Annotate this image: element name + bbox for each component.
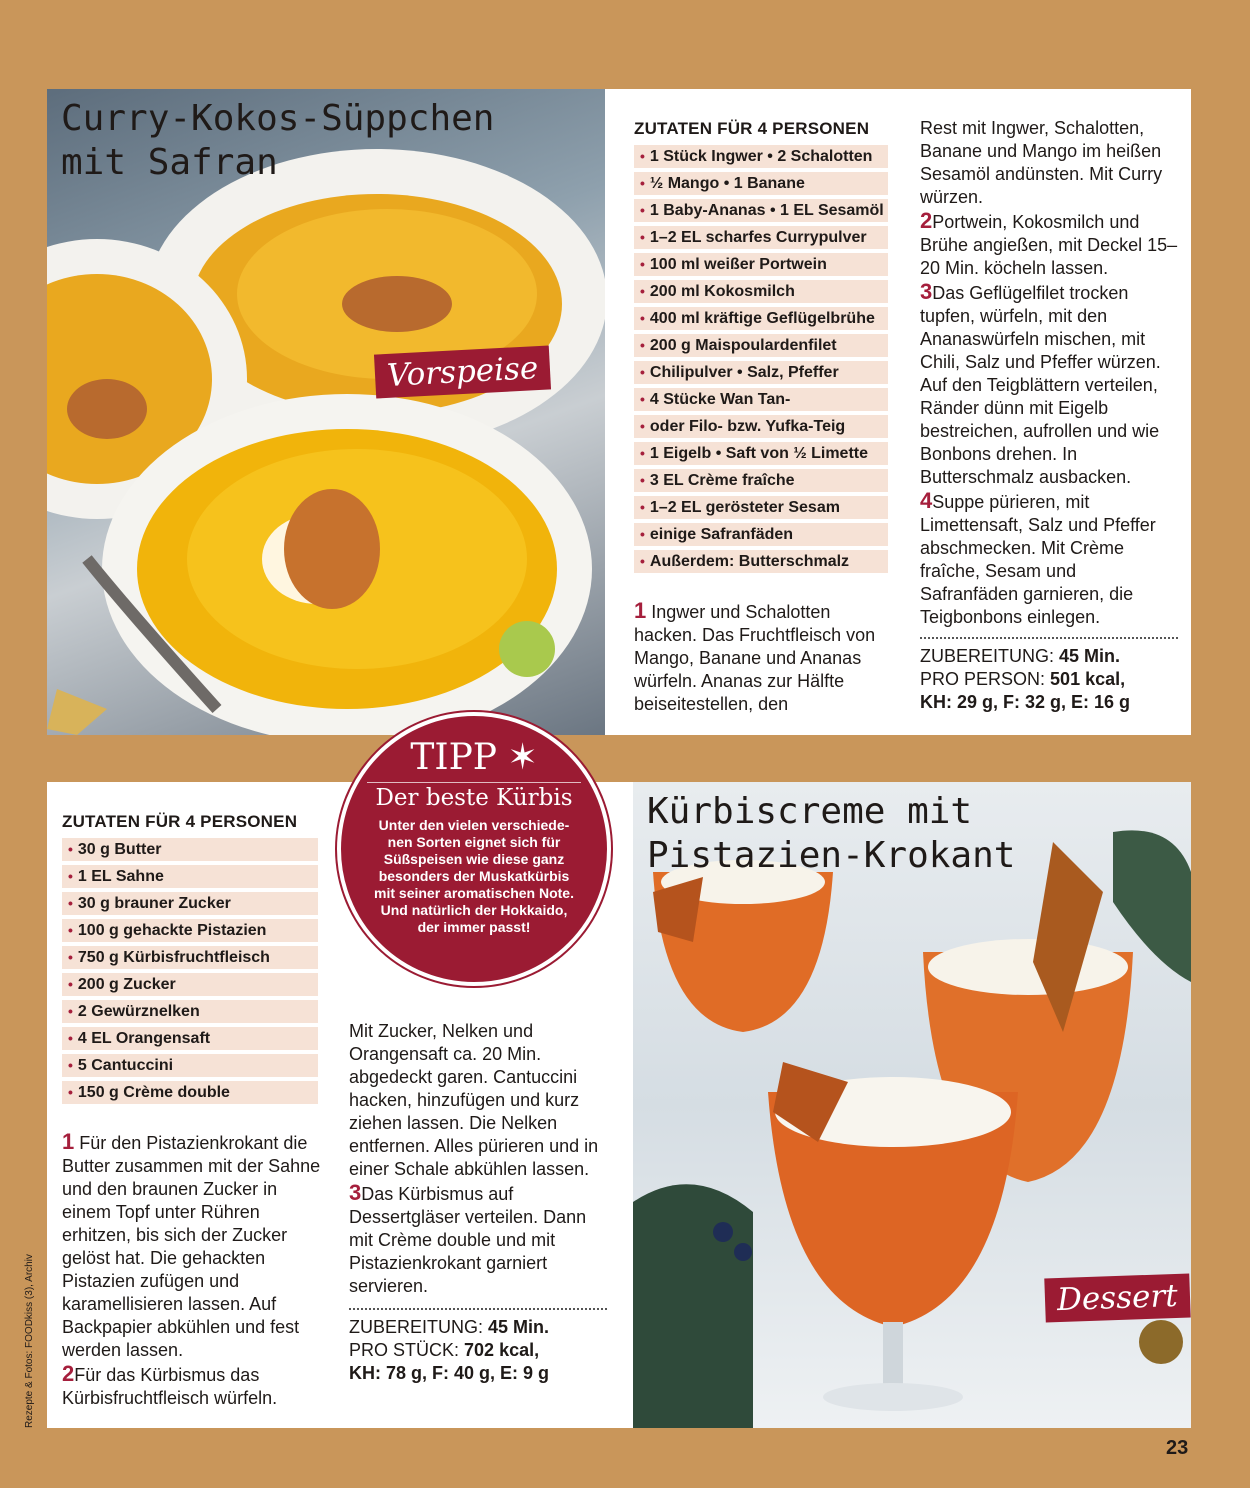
divider — [920, 637, 1178, 639]
bullet-icon: • — [640, 256, 645, 272]
ingredient-text: 750 g Kürbisfruchtfleisch — [77, 949, 270, 966]
ingredient-text: 3 EL Crème fraîche — [649, 472, 795, 489]
ingredient-item — [62, 865, 318, 888]
step-text: Portwein, Kokosmilch und Brühe angießen, mit Deckel 15–20 Min. köcheln lassen. — [920, 212, 1178, 278]
bullet-icon: • — [68, 1057, 73, 1073]
recipe-card-dessert — [47, 782, 1191, 1428]
bullet-icon: • — [640, 310, 645, 326]
bullet-icon: • — [68, 976, 73, 992]
step-number: 3 — [920, 279, 933, 304]
per-label: PRO PERSON: — [920, 669, 1046, 689]
ingredient-item — [634, 172, 888, 195]
ingredient-item — [634, 334, 888, 357]
dessert-photo — [633, 782, 1191, 1428]
per-value: 501 kcal, — [1050, 669, 1126, 689]
step-text: Ingwer und Schalotten hacken. Das Fruchtfleisch von Mango, Banane und Ananas würfeln. Ananas zur Hälfte beiseitestellen, den — [634, 602, 876, 714]
step-text: Suppe pürieren, mit Limettensaft, Salz und Pfeffer abschmecken. Mit Crème fraîche, Sesam und Safranfäden garnieren, die Teigbonbons einlegen. — [920, 492, 1156, 627]
ingredient-item — [634, 307, 888, 330]
ingredient-item — [634, 523, 888, 546]
photo-credits: Rezepte & Fotos: FOODkiss (3), Archiv — [24, 1254, 35, 1428]
ingredient-text: 5 Cantuccini — [77, 1057, 174, 1074]
ingredient-text: 150 g Crème double — [77, 1084, 230, 1101]
bullet-icon: • — [68, 922, 73, 938]
ingredient-item — [634, 145, 888, 168]
bullet-icon: • — [640, 364, 645, 380]
ingredient-text: ½ Mango • 1 Banane — [649, 175, 805, 192]
ingredient-text: 1 Stück Ingwer • 2 Schalotten — [649, 148, 873, 165]
ingredient-item — [62, 1027, 318, 1050]
ingredient-item — [634, 496, 888, 519]
macros: KH: 78 g, F: 40 g, E: 9 g — [349, 1363, 550, 1383]
ingredient-item — [62, 892, 318, 915]
recipe-card-soup — [47, 89, 1191, 735]
bullet-icon: • — [68, 1084, 73, 1100]
ingredient-text: 4 EL Orangensaft — [77, 1030, 211, 1047]
tip-text: Unter den vielen verschiede-nen Sorten eignet sich für Süßspeisen wie diese ganz besonders der Muskatkürbis mit seiner aromatischen Note. Und natürlich der Hokkaido, der immer passt! — [374, 817, 574, 935]
prep-label: ZUBEREITUNG: — [920, 646, 1055, 666]
bullet-icon: • — [68, 1003, 73, 1019]
ingredient-item — [62, 973, 318, 996]
ingredient-text: 30 g brauner Zucker — [77, 895, 231, 912]
soup-step-4 — [920, 489, 1178, 629]
ingredient-text: 1 Baby-Ananas • 1 EL Sesamöl — [649, 202, 884, 219]
ingredient-text: 1–2 EL gerösteter Sesam — [649, 499, 840, 516]
ingredient-item — [62, 1000, 318, 1023]
category-label-dessert: Dessert — [1044, 1273, 1190, 1322]
bullet-icon: • — [68, 868, 73, 884]
bullet-icon: • — [640, 283, 645, 299]
dessert-step-2 — [62, 1362, 324, 1410]
ingredient-item — [62, 919, 318, 942]
step-number: 2 — [920, 208, 933, 233]
divider — [349, 1308, 607, 1310]
per-label: PRO STÜCK: — [349, 1340, 460, 1360]
ingredient-item — [634, 361, 888, 384]
step-text: Für den Pistazienkrokant die Butter zusammen mit der Sahne und den braunen Zucker in einem Topf unter Rühren erhitzen, bis sich der Zucker gelöst hat. Die gehackten Pistazien zufügen und karamellisieren lassen. Auf Backpapier abkühlen und fest werden lassen. — [62, 1133, 321, 1360]
step-text: Das Geflügelfilet trocken tupfen, würfeln, mit den Ananaswürfeln mischen, mit Chili, Salz und Pfeffer würzen. Auf den Teigblättern verteilen, Ränder dünn mit Eigelb bestreichen, aufrollen und wie Bonbons drehen. In Butterschmalz ausbacken. — [920, 283, 1161, 487]
ingredient-text: 1 EL Sahne — [77, 868, 164, 885]
dessert-nutrition — [349, 1316, 607, 1385]
ingredients-heading: ZUTATEN FÜR 4 PERSONEN — [634, 119, 870, 138]
soup-photo — [47, 89, 605, 735]
ingredient-text: 200 g Maispoulardenfilet — [649, 337, 837, 354]
dessert-method-left — [62, 1130, 324, 1410]
step-number: 3 — [349, 1180, 362, 1205]
bullet-icon: • — [640, 229, 645, 245]
prep-value: 45 Min. — [488, 1317, 550, 1337]
ingredient-item — [634, 469, 888, 492]
ingredient-text: oder Filo- bzw. Yufka-Teig — [649, 418, 846, 435]
dessert-step-3 — [349, 1181, 607, 1298]
dessert-ingredients — [62, 812, 318, 1108]
ingredient-item — [62, 946, 318, 969]
page-number: 23 — [1166, 1437, 1189, 1459]
ingredient-item — [634, 253, 888, 276]
ingredient-text: Chilipulver • Salz, Pfeffer — [649, 364, 839, 381]
tip-heading: TIPP — [410, 737, 498, 778]
ingredient-item — [634, 550, 888, 573]
star-icon: ✶ — [507, 736, 538, 777]
ingredient-text: 400 ml kräftige Geflügelbrühe — [649, 310, 875, 327]
step-number: 1 — [634, 598, 647, 623]
ingredient-text: 100 g gehackte Pistazien — [77, 922, 267, 939]
category-label-starter: Vorspeise — [374, 345, 551, 398]
tip-subheading: Der beste Kürbis — [367, 782, 581, 811]
step-number: 1 — [62, 1129, 75, 1154]
ingredient-item — [634, 388, 888, 411]
step-number: 4 — [920, 488, 933, 513]
ingredients-list — [634, 145, 888, 573]
bullet-icon: • — [640, 391, 645, 407]
step-2-continued: Mit Zucker, Nelken und Orangensaft ca. 20 Min. abgedeckt garen. Cantuccini hacken, hinzufügen und kurz ziehen lassen. Die Nelken entfernen. Alles pürieren und in einer Schale abkühlen lassen. — [349, 1021, 599, 1179]
step-1-continued: Rest mit Ingwer, Schalotten, Banane und Mango im heißen Sesamöl andünsten. Mit Curry würzen. — [920, 118, 1163, 207]
ingredients-heading: ZUTATEN FÜR 4 PERSONEN — [62, 812, 298, 831]
soup-ingredients — [634, 119, 888, 577]
soup-illustration — [47, 89, 605, 735]
dessert-step-1 — [62, 1130, 324, 1362]
bullet-icon: • — [640, 472, 645, 488]
macros: KH: 29 g, F: 32 g, E: 16 g — [920, 692, 1131, 712]
soup-step-2 — [920, 209, 1178, 280]
bullet-icon: • — [68, 895, 73, 911]
ingredient-item — [634, 280, 888, 303]
soup-title — [61, 97, 494, 185]
ingredient-text: 200 g Zucker — [77, 976, 176, 993]
bullet-icon: • — [640, 148, 645, 164]
prep-label: ZUBEREITUNG: — [349, 1317, 484, 1337]
dessert-title — [647, 790, 1015, 878]
per-value: 702 kcal, — [464, 1340, 540, 1360]
bullet-icon: • — [68, 841, 73, 857]
dessert-illustration — [633, 782, 1191, 1428]
bullet-icon: • — [640, 418, 645, 434]
bullet-icon: • — [68, 1030, 73, 1046]
soup-step-3 — [920, 280, 1178, 489]
ingredient-text: 1 Eigelb • Saft von ½ Limette — [649, 445, 868, 462]
bullet-icon: • — [640, 553, 645, 569]
step-text: Für das Kürbismus das Kürbisfruchtfleisch würfeln. — [62, 1365, 278, 1408]
tip-badge — [337, 712, 611, 986]
bullet-icon: • — [640, 499, 645, 515]
ingredient-text: 100 ml weißer Portwein — [649, 256, 827, 273]
ingredient-text: 30 g Butter — [77, 841, 162, 858]
ingredient-item — [634, 199, 888, 222]
bullet-icon: • — [68, 949, 73, 965]
ingredient-item — [62, 1054, 318, 1077]
prep-value: 45 Min. — [1059, 646, 1121, 666]
ingredients-list — [62, 838, 318, 1104]
bullet-icon: • — [640, 202, 645, 218]
ingredient-text: 4 Stücke Wan Tan- — [649, 391, 791, 408]
ingredient-text: 2 Gewürznelken — [77, 1003, 200, 1020]
bullet-icon: • — [640, 526, 645, 542]
ingredient-item — [62, 838, 318, 861]
dessert-method-middle — [349, 1020, 607, 1385]
ingredient-item — [634, 442, 888, 465]
soup-title-line1: Curry-Kokos-Süppchen — [61, 98, 495, 139]
ingredient-text: Außerdem: Butterschmalz — [649, 553, 850, 570]
soup-title-line2: mit Safran — [61, 142, 278, 183]
ingredient-text: 1–2 EL scharfes Currypulver — [649, 229, 867, 246]
step-text: Das Kürbismus auf Dessertgläser verteilen. Dann mit Crème double und mit Pistazienkrokant garniert servieren. — [349, 1184, 587, 1296]
bullet-icon: • — [640, 445, 645, 461]
soup-step-1 — [634, 599, 888, 716]
ingredient-item — [634, 415, 888, 438]
ingredient-text: 200 ml Kokosmilch — [649, 283, 795, 300]
step-number: 2 — [62, 1361, 75, 1386]
ingredient-item — [62, 1081, 318, 1104]
soup-nutrition — [920, 645, 1178, 714]
dessert-title-line1: Kürbiscreme mit — [647, 791, 973, 832]
soup-method-right — [920, 117, 1178, 714]
bullet-icon: • — [640, 175, 645, 191]
dessert-title-line2: Pistazien-Krokant — [647, 835, 1016, 876]
ingredient-item — [634, 226, 888, 249]
ingredient-text: einige Safranfäden — [649, 526, 794, 543]
bullet-icon: • — [640, 337, 645, 353]
